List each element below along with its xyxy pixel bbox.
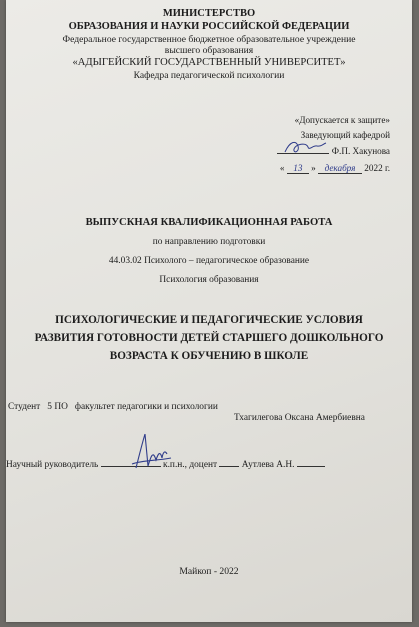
date-quote-open: « <box>279 163 285 173</box>
date-year: 2022 г. <box>364 163 390 173</box>
institution-line-2: высшего образования <box>164 45 254 56</box>
university-name: «АДЫГЕЙСКИЙ ГОСУДАРСТВЕННЫЙ УНИВЕРСИТЕТ» <box>72 57 346 68</box>
ministry-line-1: МИНИСТЕРСТВО <box>162 8 256 19</box>
supervisor-signature <box>127 430 175 472</box>
title-page <box>6 0 412 622</box>
date-day: 13 <box>287 163 309 174</box>
student-label: Студент <box>8 402 41 412</box>
student-name: Тхагилегова Оксана Амербиевна <box>234 413 365 423</box>
supervisor-name: Аутлева А.Н. <box>241 460 295 470</box>
supervisor-degree: к.п.н., доцент <box>163 460 218 470</box>
supervisor-label: Научный руководитель <box>6 460 99 470</box>
supervisor-blank <box>219 466 239 467</box>
profile-name: Психология образования <box>159 275 259 285</box>
thesis-title-line-3: ВОЗРАСТА К ОБУЧЕНИЮ В ШКОЛЕ <box>109 350 309 362</box>
student-line <box>8 402 218 412</box>
approval-head-name: Ф.П. Хакунова <box>331 146 390 156</box>
approval-head-title: Заведующий кафедрой <box>300 130 390 140</box>
thesis-title-line-1: ПСИХОЛОГИЧЕСКИЕ И ПЕДАГОГИЧЕСКИЕ УСЛОВИЯ <box>55 314 363 326</box>
date-month: декабря <box>318 163 362 174</box>
thesis-title-line-2: РАЗВИТИЯ ГОТОВНОСТИ ДЕТЕЙ СТАРШЕГО ДОШКОЛЬНОГО <box>34 332 384 344</box>
approval-admit: «Допускается к защите» <box>294 115 390 125</box>
head-signature <box>282 137 328 159</box>
approval-date <box>280 163 390 174</box>
institution-line-1: Федеральное государственное бюджетное образовательное учреждение <box>62 34 356 45</box>
supervisor-trailing-blank <box>297 466 325 467</box>
direction-code: 44.03.02 Психолого – педагогическое образование <box>108 256 310 266</box>
ministry-line-2: ОБРАЗОВАНИЯ И НАУКИ РОССИЙСКОЙ ФЕДЕРАЦИИ <box>68 21 350 32</box>
student-group: 5 ПО <box>47 402 68 412</box>
date-quote-close: » <box>311 163 316 173</box>
work-type: ВЫПУСКНАЯ КВАЛИФИКАЦИОННАЯ РАБОТА <box>85 217 333 228</box>
student-faculty: факультет педагогики и психологии <box>74 402 218 412</box>
direction-label: по направлению подготовки <box>152 237 266 247</box>
city-year: Майкоп - 2022 <box>179 566 239 577</box>
department-name: Кафедра педагогической психологии <box>133 70 285 81</box>
